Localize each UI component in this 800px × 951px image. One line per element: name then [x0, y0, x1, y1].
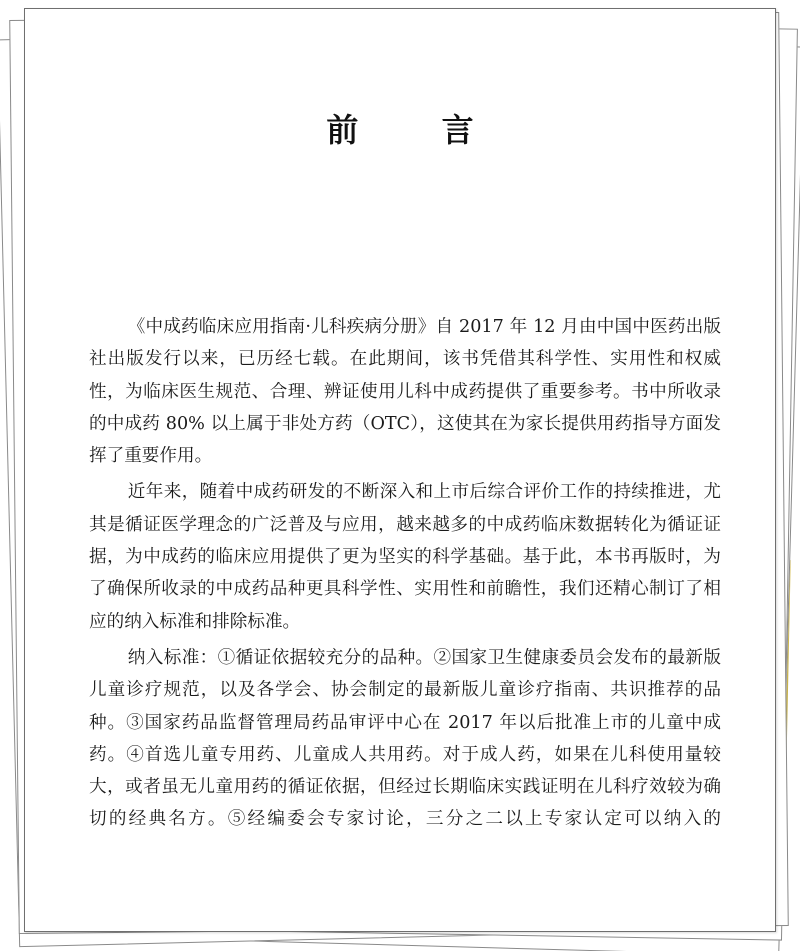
paragraph: 《中成药临床应用指南·儿科疾病分册》自 2017 年 12 月由中国中医药出版社出版发行以来，已历经七载。在此期间，该书凭借其科学性、实用性和权威性，为临床医生规范、合理、辨证使用儿科中成药提供了重要参考。书中所收录的中成药 80% 以上属于非处方药（OTC），这使其在为家长提供用药指导方面发挥了重要作用。: [89, 317, 721, 467]
page-body: [89, 311, 721, 840]
front-page: [24, 8, 776, 932]
paragraph: 纳入标准：①循证依据较充分的品种。②国家卫生健康委员会发布的最新版儿童诊疗规范，以及各学会、协会制定的最新版儿童诊疗指南、共识推荐的品种。③国家药品监督管理局药品审评中心在 2017 年以后批准上市的儿童中成药。④首选儿童专用药、儿童成人共用药。对于成人药，如果在儿科使用量较大，或者虽无儿童用药的循证依据，但经过长期临床实践证明在儿科疗效较为确切的经典名方。⑤经编委会专家讨论，三分之二以上专家认定可以纳入的: [89, 647, 721, 830]
page-title: 前 言: [326, 111, 510, 149]
paragraph: 近年来，随着中成药研发的不断深入和上市后综合评价工作的持续推进，尤其是循证医学理念的广泛普及与应用，越来越多的中成药临床数据转化为循证证据，为中成药的临床应用提供了更为坚实的科学基础。基于此，本书再版时，为了确保所收录的中成药品种更具科学性、实用性和前瞻性，我们还精心制订了相应的纳入标准和排除标准。: [89, 482, 721, 632]
